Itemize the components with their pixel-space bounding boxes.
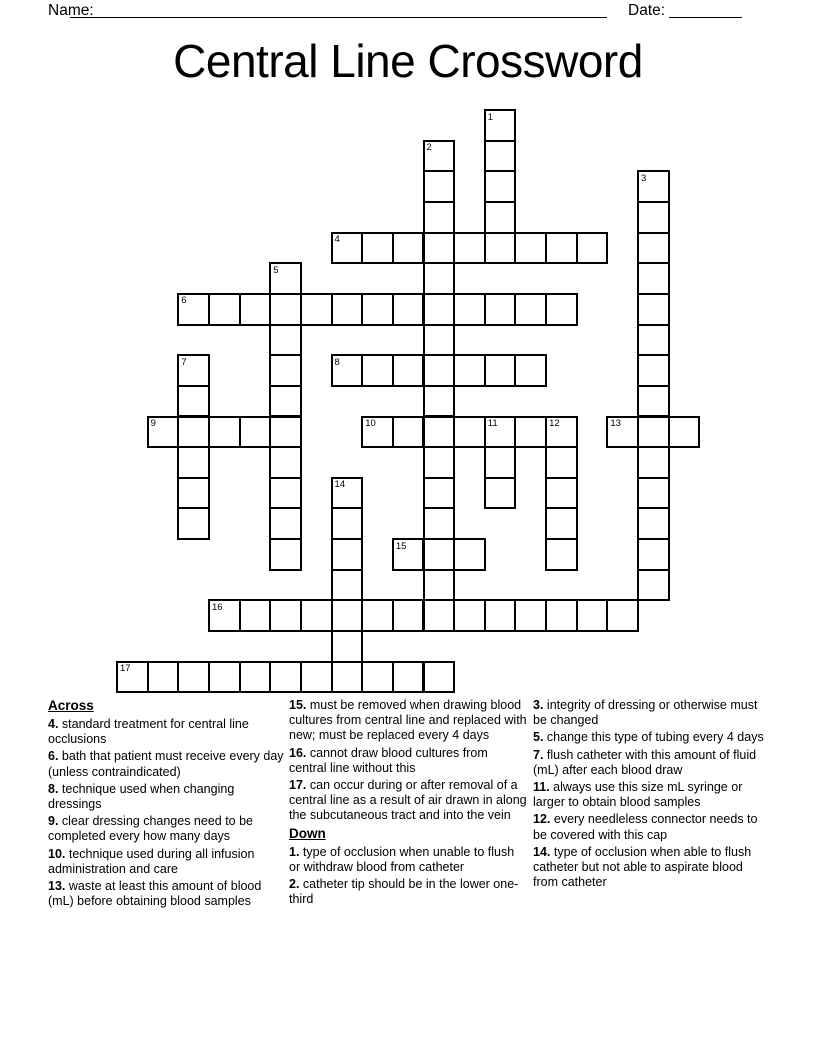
grid-cell[interactable] (269, 661, 302, 694)
cell-number: 2 (426, 142, 432, 154)
grid-cell[interactable] (514, 416, 547, 449)
grid-cell[interactable] (269, 293, 302, 326)
cell-number: 7 (181, 356, 187, 368)
cell-number: 15 (395, 540, 407, 552)
clue-number: 4. (48, 717, 59, 731)
grid-cell[interactable] (269, 354, 302, 387)
cell-number: 10 (365, 418, 376, 429)
grid-cell[interactable] (177, 661, 210, 694)
grid-cell[interactable] (361, 661, 394, 694)
grid-cell[interactable] (423, 354, 456, 387)
grid-cell[interactable] (668, 416, 701, 449)
clue-number: 2. (289, 877, 300, 892)
clue-number: 1. (289, 844, 300, 859)
grid-cell[interactable] (484, 201, 517, 234)
grid-cell[interactable] (484, 354, 517, 387)
grid-cell[interactable] (269, 538, 302, 571)
clue-number: 9. (48, 814, 59, 829)
cell-number: 6 (181, 295, 187, 307)
grid-cell[interactable] (637, 201, 670, 234)
grid-cell[interactable] (423, 507, 456, 540)
clue: 11. always use this size mL syringe or larger to obtain blood samples (533, 780, 743, 810)
cell-number: 12 (549, 418, 560, 429)
grid-cell[interactable] (239, 661, 272, 694)
grid-cell[interactable] (514, 354, 547, 387)
cell-number: 9 (150, 418, 156, 429)
grid-cell[interactable] (177, 477, 210, 510)
clue: 14. type of occlusion when able to flush catheter but not able to aspirate blood from catheter (533, 844, 752, 890)
clue: 2. catheter tip should be in the lower one-third (289, 877, 519, 907)
grid-cell[interactable] (239, 599, 272, 632)
grid-cell[interactable] (637, 507, 670, 540)
grid-cell[interactable] (484, 446, 517, 479)
grid-cell[interactable] (514, 293, 547, 326)
grid-cell[interactable] (423, 385, 456, 418)
grid-cell[interactable] (208, 661, 241, 694)
grid-cell[interactable] (392, 293, 425, 326)
grid-cell[interactable] (423, 446, 456, 479)
grid-cell[interactable] (484, 477, 517, 510)
clue-number: 11. (533, 780, 550, 795)
grid-cell[interactable] (423, 293, 456, 326)
clue-number: 12. (533, 812, 551, 827)
grid-cell[interactable] (423, 477, 456, 510)
grid-cell[interactable] (423, 416, 456, 449)
grid-cell[interactable] (269, 385, 302, 418)
grid-cell[interactable] (331, 569, 364, 602)
grid-cell[interactable] (514, 232, 547, 265)
grid-cell[interactable] (637, 538, 670, 571)
clue-number: 17. (289, 778, 307, 793)
grid-cell[interactable] (269, 599, 302, 632)
grid-cell[interactable] (208, 293, 241, 326)
cell-number: 13 (610, 418, 621, 429)
date-label: Date: (628, 2, 666, 19)
grid-cell[interactable] (392, 232, 425, 265)
grid-cell[interactable] (331, 507, 364, 540)
clue-column-2 (289, 698, 528, 909)
grid-cell[interactable] (208, 416, 241, 449)
grid-cell[interactable] (331, 538, 364, 571)
grid-cell[interactable] (177, 446, 210, 479)
clue-number: 7. (533, 747, 544, 762)
grid-cell[interactable] (331, 293, 364, 326)
grid-cell[interactable] (637, 262, 670, 295)
grid-cell[interactable] (423, 324, 456, 357)
grid-cell[interactable] (423, 201, 456, 234)
clue-column-3 (533, 698, 764, 892)
grid-cell[interactable] (453, 599, 486, 632)
cell-number: 3 (641, 172, 647, 184)
clue: 1. type of occlusion when unable to flush or withdraw blood from catheter (289, 844, 515, 874)
clue-number: 15. (289, 698, 307, 712)
grid-cell[interactable] (423, 538, 456, 571)
clue: 16. cannot draw blood cultures from central line without this (289, 745, 488, 775)
grid-cell[interactable] (453, 293, 486, 326)
grid-cell[interactable] (147, 661, 180, 694)
grid-cell[interactable] (423, 170, 456, 203)
grid-cell[interactable] (545, 507, 578, 540)
grid-cell[interactable] (637, 354, 670, 387)
grid-cell[interactable] (300, 599, 333, 632)
grid-cell[interactable] (269, 477, 302, 510)
clue-number: 13. (48, 879, 66, 894)
grid-cell[interactable] (637, 385, 670, 418)
grid-cell[interactable] (453, 538, 486, 571)
grid-cell[interactable] (545, 232, 578, 265)
grid-cell[interactable] (423, 262, 456, 295)
clue-column-1 (48, 698, 285, 911)
grid-cell[interactable] (545, 599, 578, 632)
grid-cell[interactable] (269, 324, 302, 357)
cell-number: 8 (334, 356, 340, 368)
grid-cell[interactable] (361, 599, 394, 632)
clue: 17. can occur during or after removal of a central line as a result of air drawn in along the subcutaneous tract and into the vein (289, 778, 527, 823)
grid-cell[interactable] (484, 140, 517, 173)
clue: 12. every needleless connector needs to be covered with this cap (533, 812, 758, 842)
grid-cell[interactable] (453, 354, 486, 387)
clue-number: 3. (533, 698, 544, 712)
grid-cell[interactable] (361, 354, 394, 387)
cell-number: 17 (120, 663, 131, 675)
grid-cell[interactable] (637, 477, 670, 510)
grid-cell[interactable] (269, 507, 302, 540)
grid-cell[interactable] (484, 599, 517, 632)
grid-cell[interactable] (300, 661, 333, 694)
grid-cell[interactable] (545, 293, 578, 326)
cell-number: 16 (211, 601, 223, 613)
clue: 4. standard treatment for central line occlusions (48, 717, 249, 747)
clue: 6. bath that patient must receive every day (unless contraindicated) (48, 749, 284, 779)
grid-cell[interactable] (453, 232, 486, 265)
cell-number: 5 (273, 264, 279, 276)
grid-cell[interactable] (423, 569, 456, 602)
grid-cell[interactable] (269, 446, 302, 479)
grid-cell[interactable] (331, 661, 364, 694)
grid-cell[interactable] (392, 599, 425, 632)
grid-cell[interactable] (484, 293, 517, 326)
date-blank-line[interactable] (669, 17, 742, 18)
across-heading: Across (48, 698, 94, 713)
clue: 10. technique used during all infusion administration and care (48, 846, 255, 876)
cell-number: 4 (334, 234, 340, 246)
grid-cell[interactable] (576, 599, 609, 632)
grid-cell[interactable] (269, 416, 302, 449)
grid-cell[interactable] (392, 354, 425, 387)
clue: 8. technique used when changing dressings (48, 781, 235, 812)
grid-cell[interactable] (545, 538, 578, 571)
grid-cell[interactable] (239, 416, 272, 449)
grid-cell[interactable] (637, 232, 670, 265)
clue: 5. change this type of tubing every 4 days (533, 730, 764, 745)
grid-cell[interactable] (606, 599, 639, 632)
cell-number: 11 (487, 418, 498, 429)
grid-cell[interactable] (637, 446, 670, 479)
grid-cell[interactable] (177, 385, 210, 418)
clue-number: 10. (48, 846, 66, 861)
grid-cell[interactable] (545, 477, 578, 510)
grid-cell[interactable] (576, 232, 609, 265)
grid-cell[interactable] (392, 416, 425, 449)
name-label: Name: (48, 2, 94, 19)
clue: 15. must be removed when drawing blood cultures from central line and replaced with new; must be replaced every 4 days (289, 698, 527, 743)
grid-cell[interactable] (423, 599, 456, 632)
grid-cell[interactable] (423, 232, 456, 265)
grid-cell[interactable] (392, 661, 425, 694)
grid-cell[interactable] (361, 293, 394, 326)
grid-cell[interactable] (545, 446, 578, 479)
grid-cell[interactable] (637, 293, 670, 326)
grid-cell[interactable] (453, 416, 486, 449)
grid-cell[interactable] (484, 170, 517, 203)
grid-cell[interactable] (361, 232, 394, 265)
clue-number: 5. (533, 730, 544, 745)
cell-number: 14 (334, 479, 346, 491)
grid-cell[interactable] (300, 293, 333, 326)
clue-number: 14. (533, 844, 551, 859)
grid-cell[interactable] (177, 507, 210, 540)
grid-cell[interactable] (637, 416, 670, 449)
cell-number: 1 (487, 111, 494, 123)
clue: 7. flush catheter with this amount of fluid (mL) after each blood draw (533, 747, 757, 777)
name-blank-line[interactable] (70, 17, 607, 18)
clue: 13. waste at least this amount of blood (mL) before obtaining blood samples (48, 879, 262, 909)
grid-cell[interactable] (331, 630, 364, 663)
crossword-grid (117, 110, 701, 694)
down-heading: Down (289, 825, 326, 841)
clue-number: 16. (289, 745, 307, 760)
clue-number: 6. (48, 749, 59, 764)
clue-number: 8. (48, 781, 59, 796)
grid-cell[interactable] (331, 599, 364, 632)
grid-cell[interactable] (484, 232, 517, 265)
clue: 3. integrity of dressing or otherwise must be changed (533, 698, 758, 728)
clue: 9. clear dressing changes need to be completed every how many days (48, 814, 254, 844)
grid-cell[interactable] (423, 661, 456, 694)
grid-cell[interactable] (637, 324, 670, 357)
grid-cell[interactable] (177, 416, 210, 449)
grid-cell[interactable] (637, 569, 670, 602)
grid-cell[interactable] (514, 599, 547, 632)
grid-cell[interactable] (239, 293, 272, 326)
page-title: Central Line Crossword (173, 35, 643, 87)
